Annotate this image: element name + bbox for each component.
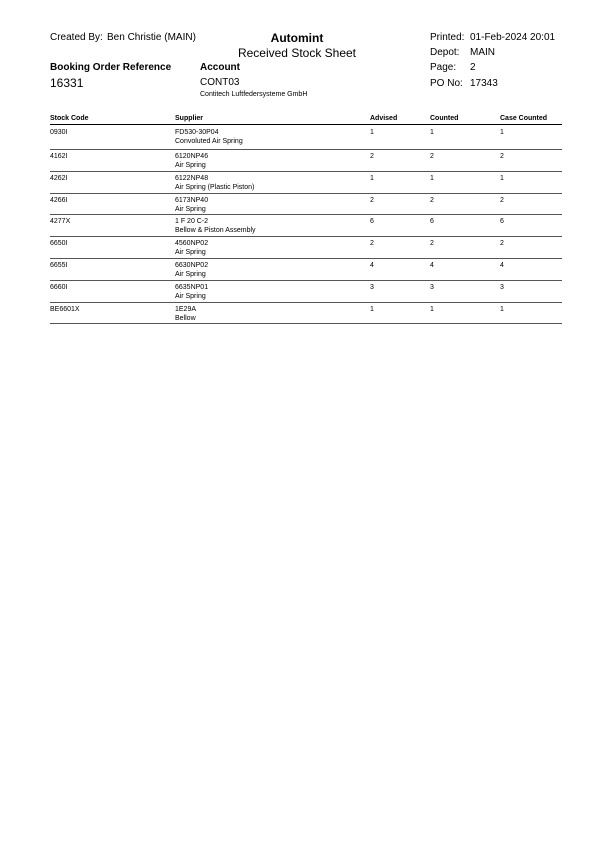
company-name: Automint: [270, 31, 324, 45]
booking-ref-value: 16331: [50, 76, 84, 90]
supplier-code-cell: 6122NP48: [175, 175, 209, 182]
counted-cell: 2: [430, 197, 434, 204]
description-cell: Air Spring: [175, 249, 206, 256]
advised-cell: 4: [370, 262, 374, 269]
po-label: PO No:: [430, 78, 463, 89]
row-divider: [50, 236, 562, 237]
supplier-code-cell: 1 F 20 C-2: [175, 218, 209, 225]
supplier-code-cell: 6635NP01: [175, 284, 209, 291]
case-counted-cell: 1: [500, 306, 504, 313]
row-divider: [50, 171, 562, 172]
case-counted-cell: 6: [500, 218, 504, 225]
supplier-code-cell: FD530-30P04: [175, 129, 219, 136]
description-cell: Bellow & Piston Assembly: [175, 227, 256, 234]
advised-cell: 1: [370, 175, 374, 182]
depot-label: Depot:: [430, 47, 460, 58]
stock-code-cell: 0930I: [50, 129, 68, 136]
advised-cell: 1: [370, 306, 374, 313]
description-cell: Bellow: [175, 315, 196, 322]
description-cell: Air Spring (Plastic Piston): [175, 184, 255, 191]
supplier-code-cell: 6173NP40: [175, 197, 209, 204]
row-divider: [50, 302, 562, 303]
row-divider: [50, 193, 562, 194]
advised-cell: 6: [370, 218, 374, 225]
stock-code-cell: 6650I: [50, 240, 68, 247]
supplier-code-cell: 6120NP46: [175, 153, 209, 160]
counted-cell: 1: [430, 175, 434, 182]
description-cell: Convoluted Air Spring: [175, 138, 243, 145]
stock-code-cell: 6655I: [50, 262, 68, 269]
counted-cell: 4: [430, 262, 434, 269]
col-header-case-counted: Case Counted: [500, 115, 548, 122]
col-header-stock-code: Stock Code: [50, 115, 89, 122]
stock-code-cell: 4162I: [50, 153, 68, 160]
account-label: Account: [200, 62, 240, 73]
stock-code-cell: BE6601X: [50, 306, 80, 313]
created-by-value: Ben Christie (MAIN): [107, 32, 196, 43]
col-header-supplier: Supplier: [175, 115, 204, 122]
counted-cell: 2: [430, 153, 434, 160]
account-name: Contitech Luftfedersysteme GmbH: [200, 91, 308, 98]
counted-cell: 2: [430, 240, 434, 247]
depot-value: MAIN: [470, 47, 495, 58]
case-counted-cell: 2: [500, 197, 504, 204]
description-cell: Air Spring: [175, 293, 206, 300]
table-row: [50, 128, 562, 150]
advised-cell: 2: [370, 197, 374, 204]
row-divider: [50, 323, 562, 324]
page-number: 2: [470, 62, 476, 73]
booking-ref-label: Booking Order Reference: [50, 62, 172, 73]
stock-code-cell: 4277X: [50, 218, 71, 225]
account-code: CONT03: [200, 77, 240, 88]
created-by-label: Created By:: [50, 32, 103, 43]
header-rule: [50, 124, 562, 125]
case-counted-cell: 2: [500, 240, 504, 247]
row-divider: [50, 258, 562, 259]
advised-cell: 2: [370, 240, 374, 247]
row-divider: [50, 280, 562, 281]
description-cell: Air Spring: [175, 162, 206, 169]
counted-cell: 3: [430, 284, 434, 291]
description-cell: Air Spring: [175, 206, 206, 213]
stock-code-cell: 6660I: [50, 284, 68, 291]
advised-cell: 1: [370, 129, 374, 136]
case-counted-cell: 1: [500, 129, 504, 136]
printed-label: Printed:: [430, 32, 465, 43]
case-counted-cell: 4: [500, 262, 504, 269]
description-cell: Air Spring: [175, 271, 206, 278]
case-counted-cell: 1: [500, 175, 504, 182]
advised-cell: 2: [370, 153, 374, 160]
col-header-advised: Advised: [370, 115, 398, 122]
col-header-counted: Counted: [430, 115, 459, 122]
counted-cell: 1: [430, 306, 434, 313]
supplier-code-cell: 4560NP02: [175, 240, 209, 247]
counted-cell: 6: [430, 218, 434, 225]
case-counted-cell: 3: [500, 284, 504, 291]
stock-code-cell: 4266I: [50, 197, 68, 204]
document-title: Received Stock Sheet: [237, 46, 357, 60]
stock-code-cell: 4262I: [50, 175, 68, 182]
page-label: Page:: [430, 62, 457, 73]
supplier-code-cell: 6630NP02: [175, 262, 209, 269]
counted-cell: 1: [430, 129, 434, 136]
row-divider: [50, 214, 562, 215]
po-number: 17343: [470, 78, 498, 89]
advised-cell: 3: [370, 284, 374, 291]
case-counted-cell: 2: [500, 153, 504, 160]
printed-value: 01-Feb-2024 20:01: [470, 32, 556, 43]
supplier-code-cell: 1E29A: [175, 306, 197, 313]
row-divider: [50, 149, 562, 150]
